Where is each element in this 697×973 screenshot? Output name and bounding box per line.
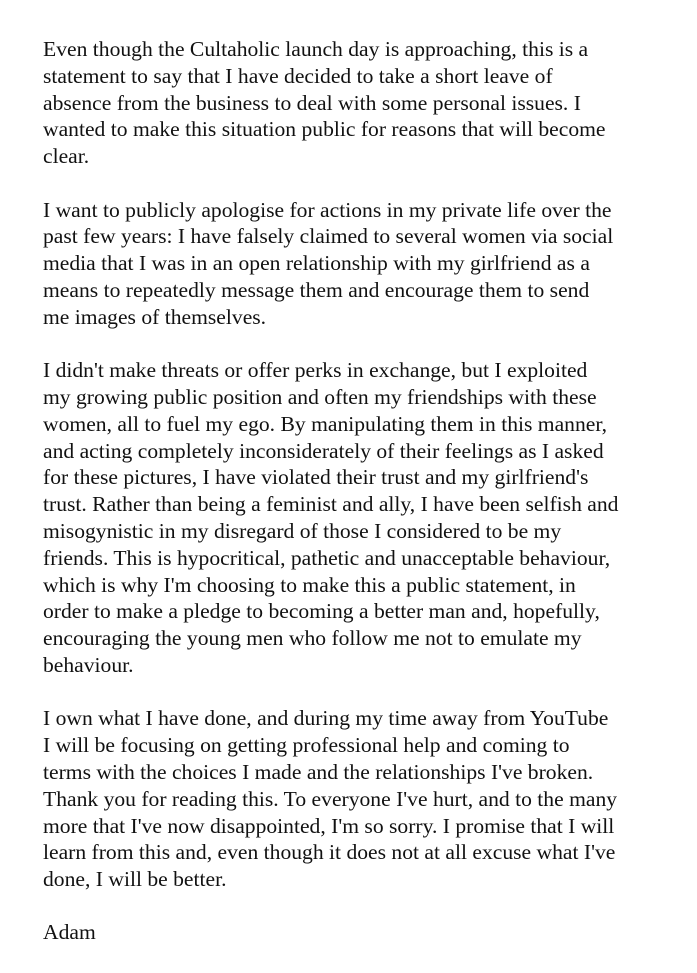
text-line: I didn't make threats or offer perks in exchange, but I exploited xyxy=(43,358,588,383)
paragraph-3 xyxy=(43,357,658,679)
text-line: more that I've now disappointed, I'm so sorry. I promise that I will xyxy=(43,813,615,838)
statement-document xyxy=(43,36,658,973)
text-line: done, I will be better. xyxy=(43,867,227,892)
text-line: which is why I'm choosing to make this a public statement, in xyxy=(43,572,576,597)
text-line: I want to publicly apologise for actions in my private life over the xyxy=(43,197,612,222)
text-line: absence from the business to deal with some personal issues. I xyxy=(43,90,581,115)
text-line: Thank you for reading this. To everyone I've hurt, and to the many xyxy=(43,786,618,811)
paragraph-1 xyxy=(43,36,658,170)
text-line: I own what I have done, and during my time away from YouTube xyxy=(43,706,609,731)
text-line: encouraging the young men who follow me not to emulate my xyxy=(43,626,582,651)
paragraph-4 xyxy=(43,705,658,893)
text-line: media that I was in an open relationship with my girlfriend as a xyxy=(43,251,590,276)
text-line: wanted to make this situation public for reasons that will become xyxy=(43,117,606,142)
text-line: for these pictures, I have violated their trust and my girlfriend's xyxy=(43,465,589,490)
paragraph-2 xyxy=(43,197,658,331)
text-line: statement to say that I have decided to take a short leave of xyxy=(43,63,553,88)
text-line: terms with the choices I made and the relationships I've broken. xyxy=(43,759,594,784)
text-line: misogynistic in my disregard of those I considered to be my xyxy=(43,518,562,543)
signature: Adam xyxy=(43,920,96,945)
text-line: learn from this and, even though it does not at all excuse what I've xyxy=(43,840,616,865)
text-line: trust. Rather than being a feminist and ally, I have been selfish and xyxy=(43,492,619,517)
text-line: I will be focusing on getting professional help and coming to xyxy=(43,733,570,758)
text-line: friends. This is hypocritical, pathetic and unacceptable behaviour, xyxy=(43,545,611,570)
text-line: behaviour. xyxy=(43,652,134,677)
text-line: clear. xyxy=(43,144,90,169)
text-line: order to make a pledge to becoming a better man and, hopefully, xyxy=(43,599,600,624)
text-line: past few years: I have falsely claimed to several women via social xyxy=(43,224,614,249)
text-line: women, all to fuel my ego. By manipulating them in this manner, xyxy=(43,411,608,436)
text-line: means to repeatedly message them and encourage them to send xyxy=(43,277,590,302)
text-line: Even though the Cultaholic launch day is approaching, this is a xyxy=(43,37,589,61)
text-line: and acting completely inconsiderately of their feelings as I asked xyxy=(43,438,604,463)
text-line: me images of themselves. xyxy=(43,304,267,329)
text-line: my growing public position and often my friendships with these xyxy=(43,384,597,409)
